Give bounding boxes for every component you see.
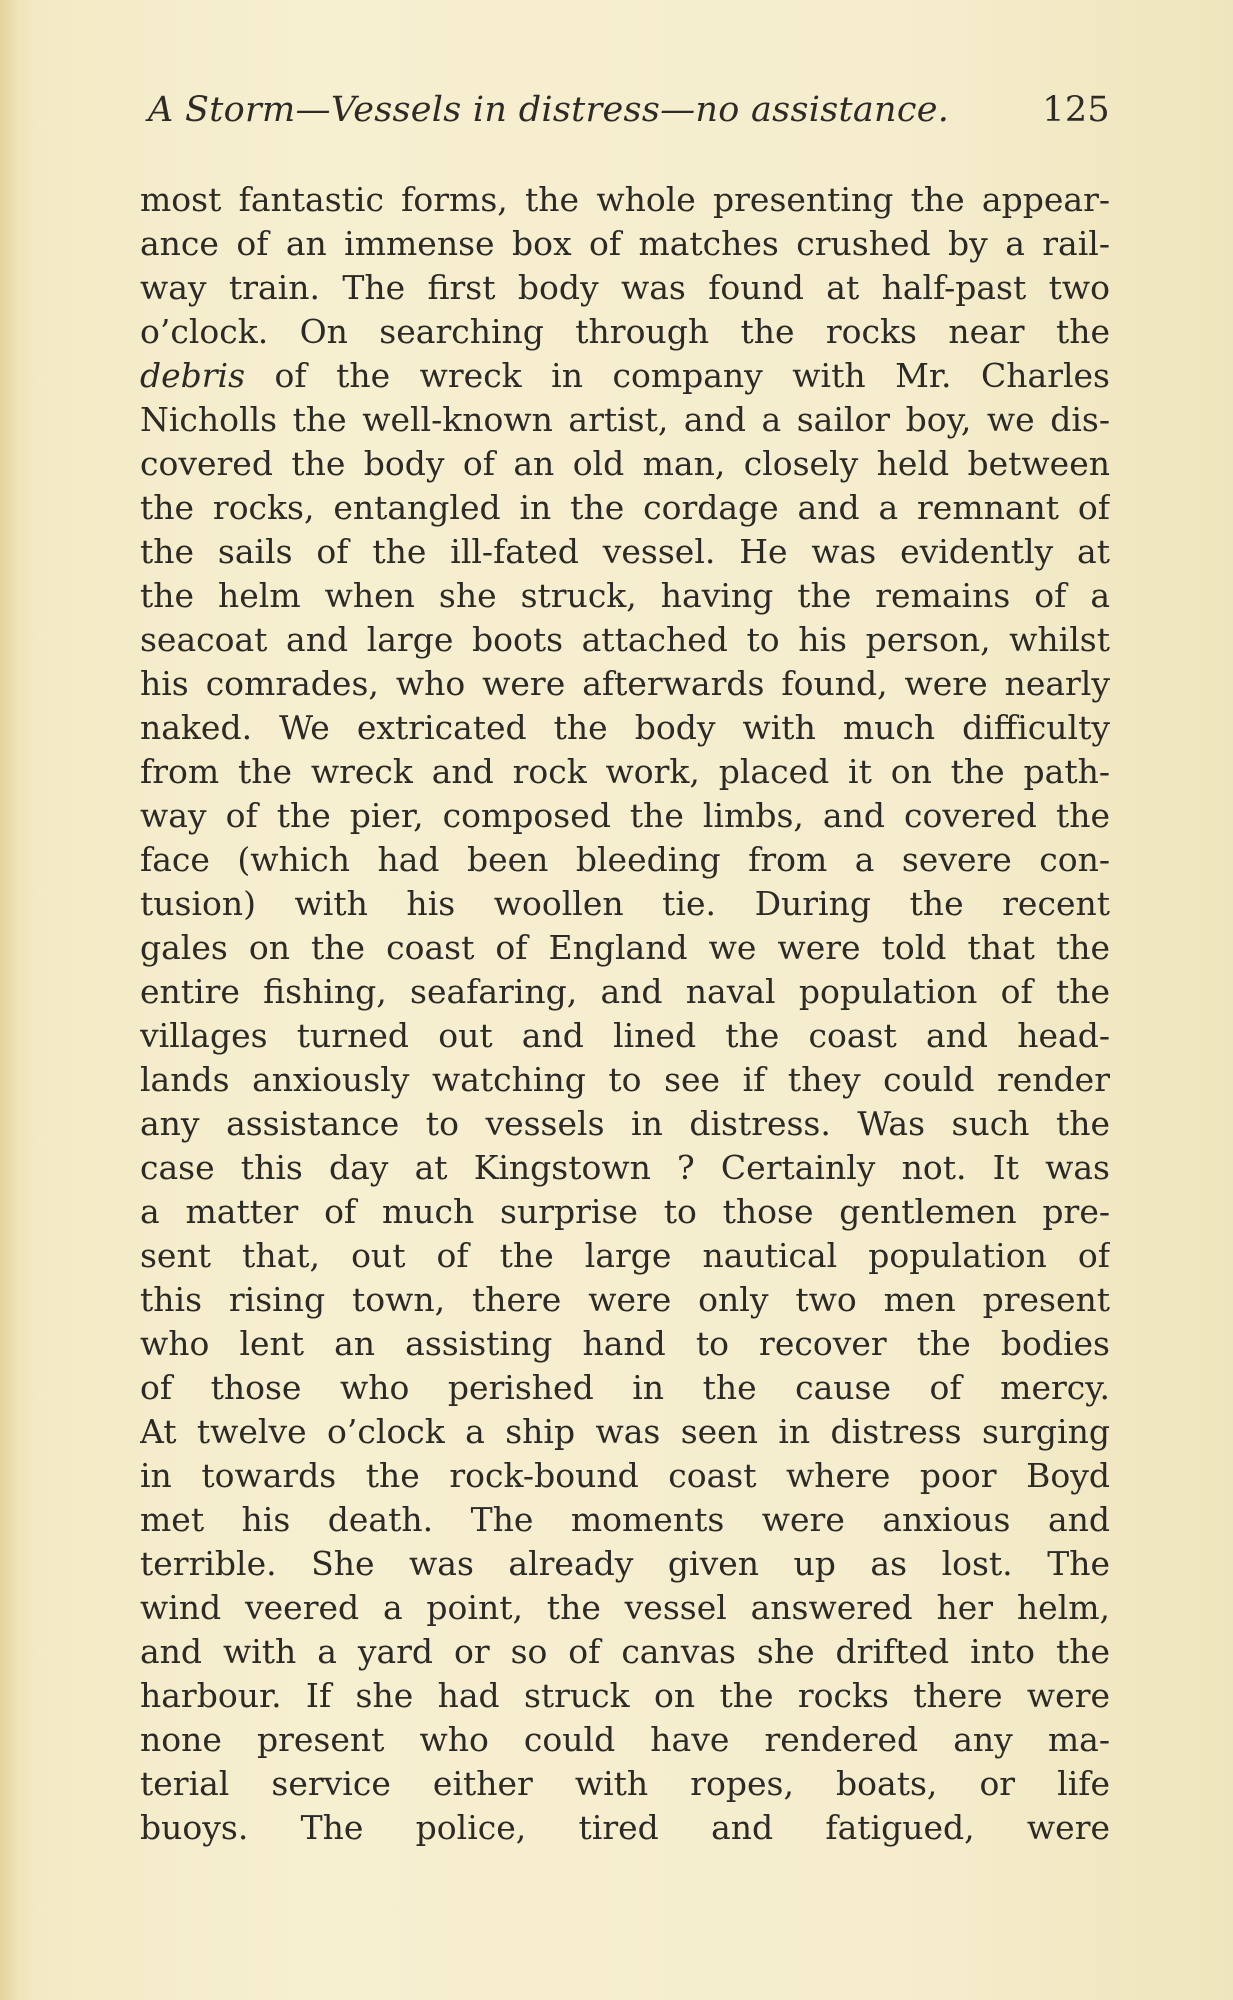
text-line-24: a matter of much surprise to those gentlemen pre- [140,1192,1110,1231]
body-text [140,178,1110,1850]
text-line-4: o’clock. On searching through the rocks near the [140,312,1110,351]
page-edge-shadow [0,0,18,2000]
text-line-8: the rocks, entangled in the cordage and a remnant of [140,488,1110,527]
text-line-21: lands anxiously watching to see if they could render [140,1060,1110,1099]
text-line-27: who lent an assisting hand to recover the bodies [140,1324,1110,1363]
text-line-14: from the wreck and rock work, placed it on the path- [140,752,1110,791]
text-line-3: way train. The first body was found at half-past two [140,268,1110,307]
text-line-35: harbour. If she had struck on the rocks there were [140,1676,1110,1715]
text-line-5-rest: of the wreck in company with Mr. Charles [274,356,1110,395]
text-line-26: this rising town, there were only two men present [140,1280,1110,1319]
text-line-15: way of the pier, composed the limbs, and covered the [140,796,1110,835]
text-line-13: naked. We extricated the body with much difficulty [140,708,1110,747]
text-line-11: seacoat and large boots attached to his person, whilst [140,620,1110,659]
text-line-30: in towards the rock-bound coast where poor Boyd [140,1456,1110,1495]
text-line-10: the helm when she struck, having the remains of a [140,576,1110,615]
text-line-34: and with a yard or so of canvas she drifted into the [140,1632,1110,1671]
text-line-7: covered the body of an old man, closely held between [140,444,1110,483]
text-line-38: buoys. The police, tired and fatigued, were [140,1808,1110,1847]
text-line-2: ance of an immense box of matches crushed by a rail- [140,224,1110,263]
text-line-23: case this day at Kingstown ? Certainly not. It was [140,1148,1110,1187]
text-line-31: met his death. The moments were anxious and [140,1500,1110,1539]
text-line-20: villages turned out and lined the coast and head- [140,1016,1110,1055]
text-line-28: of those who perished in the cause of mercy. [140,1368,1110,1407]
page-number: 125 [1042,90,1110,130]
running-head-title: A Storm—Vessels in distress—no assistance. [148,90,950,130]
text-line-25: sent that, out of the large nautical population of [140,1236,1110,1275]
text-line-1: most fantastic forms, the whole presenting the appear- [140,180,1110,219]
text-line-19: entire fishing, seafaring, and naval population of the [140,972,1110,1011]
text-line-17: tusion) with his woollen tie. During the recent [140,884,1110,923]
text-line-5 [140,354,1110,398]
text-line-32: terrible. She was already given up as lost. The [140,1544,1110,1583]
text-line-33: wind veered a point, the vessel answered her helm, [140,1588,1110,1627]
italic-word: debris [140,356,246,395]
text-line-16: face (which had been bleeding from a severe con- [140,840,1110,879]
text-line-22: any assistance to vessels in distress. Was such the [140,1104,1110,1143]
text-line-29: At twelve o’clock a ship was seen in distress surging [140,1412,1110,1451]
text-line-18: gales on the coast of England we were told that the [140,928,1110,967]
text-line-36: none present who could have rendered any ma- [140,1720,1110,1759]
running-head [148,90,1110,140]
text-line-37: terial service either with ropes, boats, or life [140,1764,1110,1803]
text-line-9: the sails of the ill-fated vessel. He was evidently at [140,532,1110,571]
text-line-12: his comrades, who were afterwards found, were nearly [140,664,1110,703]
text-line-6: Nicholls the well-known artist, and a sailor boy, we dis- [140,400,1110,439]
